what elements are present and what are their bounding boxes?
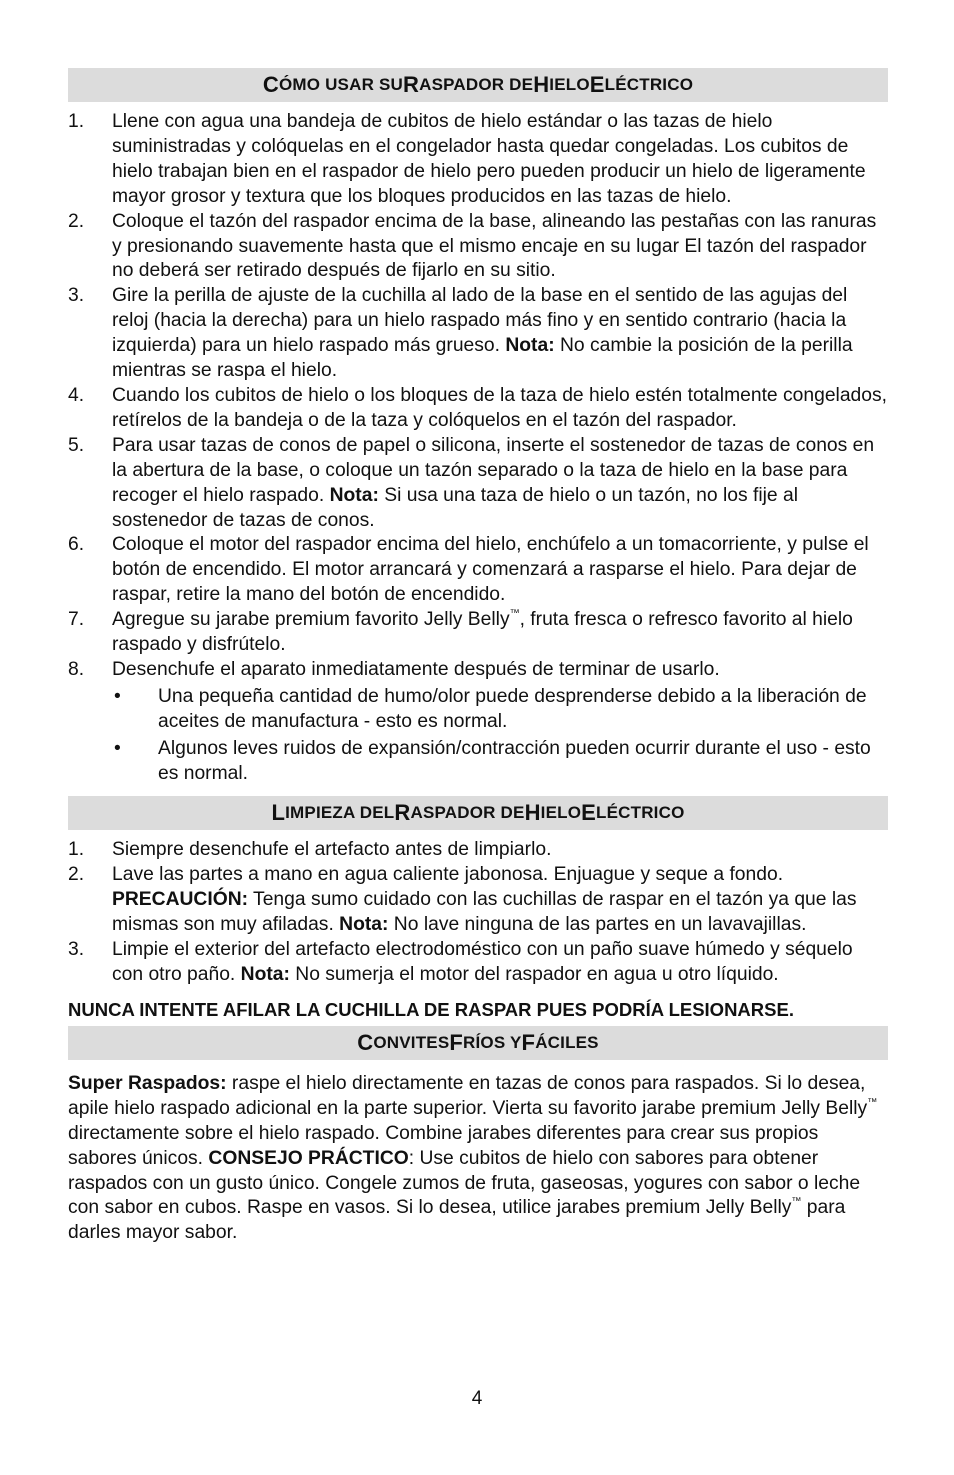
step-item: [68, 210, 888, 285]
text-run: Siempre desenchufe el artefacto antes de limpiarlo.: [112, 839, 552, 861]
header-text-part: C: [262, 72, 279, 97]
header-text-part: H: [524, 800, 541, 826]
how-to-use-steps: [68, 110, 888, 683]
header-text-part: E: [589, 72, 605, 97]
text-run: , fruta fresca o refresco favorito al hielo raspado y disfrútelo.: [112, 609, 853, 656]
step-text: [112, 863, 888, 938]
step-item: [68, 533, 888, 608]
header-text-part: IELO: [540, 803, 582, 823]
header-text-part: F: [521, 1029, 536, 1055]
text-run: : Use cubitos de hielo con sabores para obtener raspados con un gusto único. Congele zumos de fruta, gaseosas, yogures con sabor o leche con sabor en cubos. Raspe en vasos. Si lo desea, utilice jarabes premium Jelly Belly: [68, 1147, 861, 1219]
step-number: 4.: [68, 384, 85, 406]
step-item: [68, 110, 888, 210]
text-run: Gire la perilla de ajuste de la cuchilla al lado de la base en el sentido de las agujas del reloj (hacia la derecha) para un hielo raspado más fino y en sentido contrario (hacia la izquierda) para un hielo raspado más grueso.: [112, 285, 848, 357]
bold-label: Nota:: [339, 914, 389, 936]
header-text-part: E: [581, 800, 597, 826]
bold-label: Super Raspados:: [68, 1072, 227, 1094]
text-run: Cuando los cubitos de hielo o los bloques de la taza de hielo estén totalmente congelados, retírelos de la bandeja o de la taza y colóquelos en el tazón del raspador.: [112, 384, 887, 431]
text-run: Si usa una taza de hielo o un tazón, no los fije al sostenedor de tazas de conos.: [112, 484, 798, 531]
step-text: [112, 434, 888, 534]
text-run: Lave las partes a mano en agua caliente jabonosa. Enjuague y seque a fondo.: [112, 864, 784, 886]
header-text-part: ÁCILES: [535, 1032, 599, 1052]
header-text-part: LÉCTRICO: [596, 803, 685, 823]
bullet-item: [112, 685, 888, 735]
step-number: 3.: [68, 939, 85, 961]
step-item: [68, 434, 888, 534]
text-run: directamente sobre el hielo raspado. Combine jarabes diferentes para crear sus propios sabores únicos.: [68, 1122, 819, 1169]
header-text-part: H: [533, 72, 550, 97]
section-header-treats: [68, 1026, 888, 1060]
section-header-how-to-use: [68, 68, 888, 102]
text-run: No sumerja el motor del raspador en agua u otro líquido.: [289, 964, 779, 985]
step-number: 2.: [68, 864, 85, 886]
text-run: para darles mayor sabor.: [68, 1197, 846, 1244]
header-text-part: C: [357, 1029, 374, 1055]
text-run: No lave ninguna de las partes en un lavavajillas.: [388, 914, 807, 936]
manual-page: [68, 68, 888, 1246]
text-run: Coloque el tazón del raspador encima de la base, alineando las pestañas con las ranuras y presionando suavemente hasta que el mismo encaje en su lugar El tazón del raspador no deberá ser retirado después de fijarlo en su sitio.: [112, 210, 877, 282]
section-header-cleaning: [68, 796, 888, 830]
step-text: [112, 608, 888, 658]
step-text: [112, 384, 888, 434]
step-item: [68, 384, 888, 434]
bold-label: CONSEJO PRÁCTICO: [208, 1147, 409, 1169]
header-text-part: R: [394, 800, 411, 826]
step-text: [112, 110, 888, 210]
bullet-text: Una pequeña cantidad de humo/olor puede desprenderse debido a la liberación de aceites de manufactura - esto es normal.: [158, 685, 867, 732]
step-text: [112, 210, 888, 285]
header-text-part: ASPADOR DE: [410, 803, 525, 823]
step-item: [68, 838, 888, 863]
bold-label: Nota:: [329, 484, 379, 506]
header-text-part: IELO: [549, 75, 590, 94]
sharpening-warning: NUNCA INTENTE AFILAR LA CUCHILLA DE RASPAR PUES PODRÍA LESIONARSE.: [68, 998, 794, 1020]
bullet-item: [112, 737, 888, 787]
super-raspados-paragraph: [68, 1072, 888, 1246]
text-run: Coloque el motor del raspador encima del hielo, enchúfelo a un tomacorriente, y pulse el botón de encendido. El motor arrancará y comenzará a rasparse el hielo. Para dejar de raspar, retire la mano del botón de encendido.: [112, 534, 869, 606]
step-item: [68, 608, 888, 658]
step-number: 1.: [68, 111, 85, 132]
how-to-use-notes: [112, 685, 888, 787]
text-run: No cambie la posición de la perilla mientras se raspa el hielo.: [112, 335, 853, 382]
step-number: 5.: [68, 434, 85, 456]
bold-label: Nota:: [505, 335, 555, 357]
header-text-part: ASPADOR DE: [419, 75, 534, 94]
step-text: [112, 838, 888, 863]
step-number: 7.: [68, 609, 85, 631]
step-text: [112, 533, 888, 608]
text-run: Tenga sumo cuidado con las cuchillas de raspar en el tazón ya que las mismas son muy afiladas.: [112, 889, 857, 936]
step-item: [68, 284, 888, 384]
text-run: Limpie el exterior del artefacto electrodoméstico con un paño suave húmedo y séquelo con otro paño.: [112, 939, 853, 985]
step-item: [68, 658, 888, 683]
step-number: 6.: [68, 534, 85, 556]
header-text-part: ONVITES: [373, 1032, 450, 1052]
header-text-part: IMPIEZA DEL: [285, 803, 395, 823]
header-text-part: LÉCTRICO: [604, 75, 694, 94]
text-run: Llene con agua una bandeja de cubitos de hielo estándar o las tazas de hielo suministradas y colóquelas en el congelador hasta quedar congeladas. Los cubitos de hielo trabajan bien en el raspador de hielo pero pueden producir un hielo de ligeramente mayor grosor y textura que los bloques producidos en las tazas de hielo.: [112, 111, 866, 207]
step-number: 8.: [68, 658, 85, 680]
text-run: Desenchufe el aparato inmediatamente después de terminar de usarlo.: [112, 658, 720, 680]
step-text: [112, 938, 888, 988]
text-run: raspe el hielo directamente en tazas de conos para raspados. Si lo desea, apile hielo raspado adicional en la parte superior. Vierta su favorito jarabe premium Jelly Belly: [68, 1072, 868, 1119]
trademark-symbol: ™: [867, 1096, 878, 1108]
step-number: 3.: [68, 285, 85, 307]
bullet-icon: •: [114, 737, 121, 759]
step-item: [68, 938, 888, 988]
trademark-symbol: ™: [791, 1196, 802, 1208]
bullet-text: Algunos leves ruidos de expansión/contracción pueden ocurrir durante el uso - esto es normal.: [158, 737, 871, 784]
step-number: 1.: [68, 839, 85, 861]
text-run: Para usar tazas de conos de papel o silicona, inserte el sostenedor de tazas de conos en la abertura de la base, o coloque un tazón separado o la taza de hielo en la base para recoger el hielo raspado.: [112, 434, 875, 506]
step-number: 2.: [68, 210, 85, 232]
step-text: [112, 658, 888, 683]
step-item: [68, 863, 888, 938]
bold-label: PRECAUCIÓN:: [112, 889, 249, 911]
bullet-icon: •: [114, 685, 121, 707]
header-text-part: ÓMO USAR SU: [278, 75, 403, 94]
header-text-part: F: [449, 1029, 464, 1055]
trademark-symbol: ™: [509, 608, 520, 620]
step-text: [112, 284, 888, 384]
bold-label: Nota:: [240, 964, 290, 985]
page-number: 4: [471, 1388, 483, 1409]
header-text-part: L: [271, 800, 286, 826]
cleaning-steps: [68, 838, 888, 987]
text-run: Agregue su jarabe premium favorito Jelly Belly: [112, 609, 510, 631]
header-text-part: R: [403, 72, 420, 97]
header-text-part: RÍOS Y: [463, 1032, 522, 1052]
